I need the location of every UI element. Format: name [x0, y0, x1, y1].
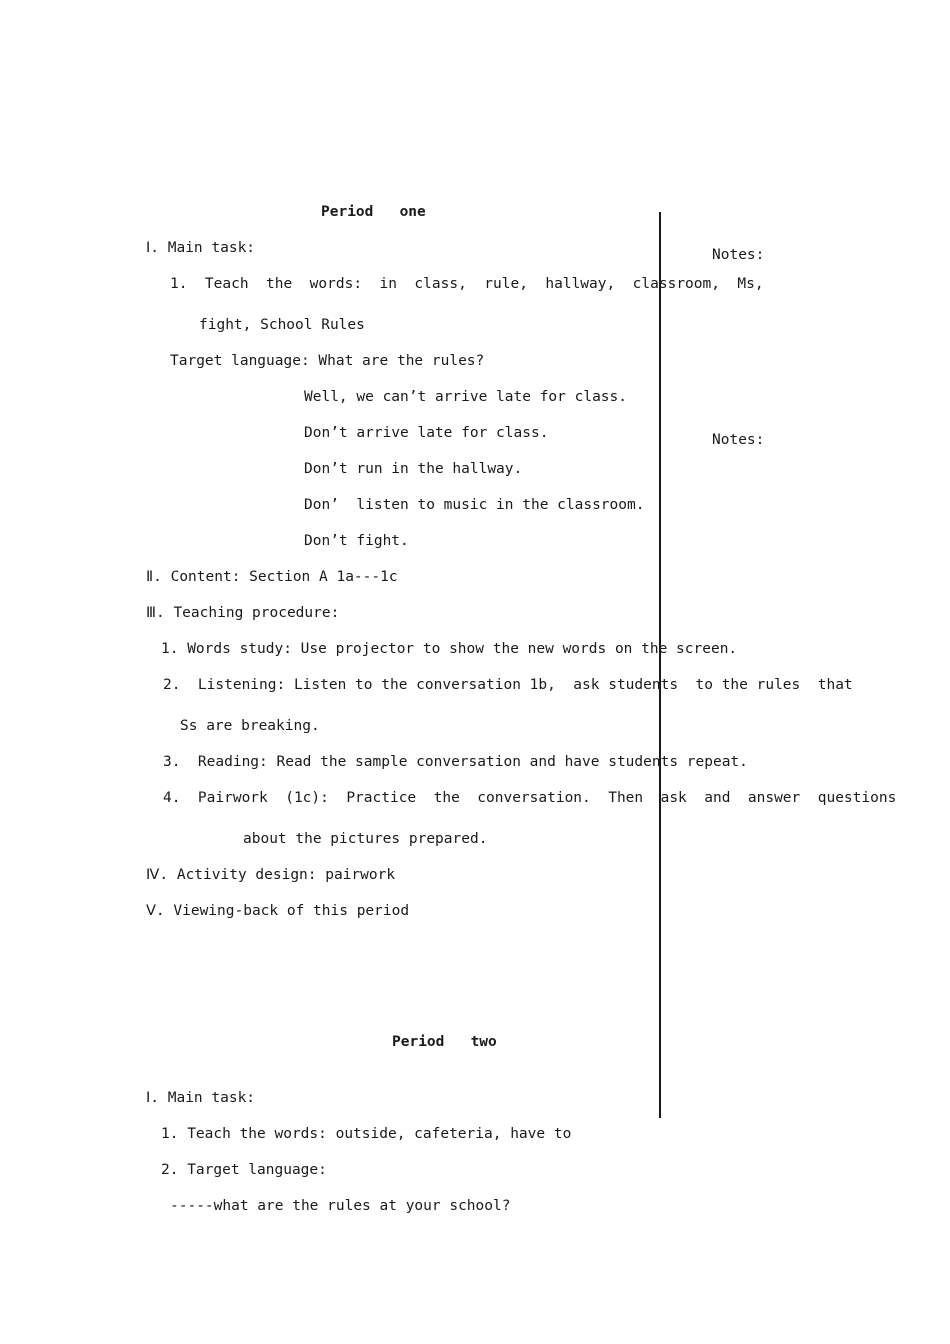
period-one-title: Period one [321, 204, 426, 220]
viewing-back: Ⅴ. Viewing-back of this period [146, 903, 410, 919]
procedure-step-1: 1. Words study: Use projector to show the new words on the screen. [161, 641, 738, 657]
notes-label: Notes: [712, 247, 765, 263]
target-line: Well, we can’t arrive late for class. [304, 389, 628, 405]
activity-design: Ⅳ. Activity design: pairwork [146, 867, 396, 883]
procedure-step-3: 3. Reading: Read the sample conversation and have students repeat. [163, 754, 748, 770]
target-line: Don’t arrive late for class. [304, 425, 549, 441]
words-line-2: fight, School Rules [199, 317, 365, 333]
period-two-title: Period two [392, 1034, 497, 1050]
main-task-heading-2: Ⅰ. Main task: [146, 1090, 256, 1106]
procedure-step-4: 4. Pairwork (1c): Practice the conversation. Then ask and answer questions [163, 790, 897, 806]
procedure-step-4-cont: about the pictures prepared. [243, 831, 488, 847]
main-task-heading: Ⅰ. Main task: [146, 240, 256, 256]
notes-column-divider [659, 212, 661, 1118]
target-language-label: Target language: What are the rules? [170, 353, 485, 369]
notes-label: Notes: [712, 432, 765, 448]
target-line: Don’t fight. [304, 533, 409, 549]
content-line: Ⅱ. Content: Section A 1a---1c [146, 569, 398, 585]
target-question: -----what are the rules at your school? [170, 1198, 511, 1214]
procedure-step-2: 2. Listening: Listen to the conversation 1b, ask students to the rules that [163, 677, 853, 693]
words-line-p2: 1. Teach the words: outside, cafeteria, have to [161, 1126, 572, 1142]
target-line: Don’ listen to music in the classroom. [304, 497, 645, 513]
target-line: Don’t run in the hallway. [304, 461, 523, 477]
words-line-1: 1. Teach the words: in class, rule, hallway, classroom, Ms, [170, 276, 764, 292]
procedure-step-2-cont: Ss are breaking. [180, 718, 320, 734]
target-language-heading: 2. Target language: [161, 1162, 327, 1178]
procedure-heading: Ⅲ. Teaching procedure: [146, 605, 340, 621]
